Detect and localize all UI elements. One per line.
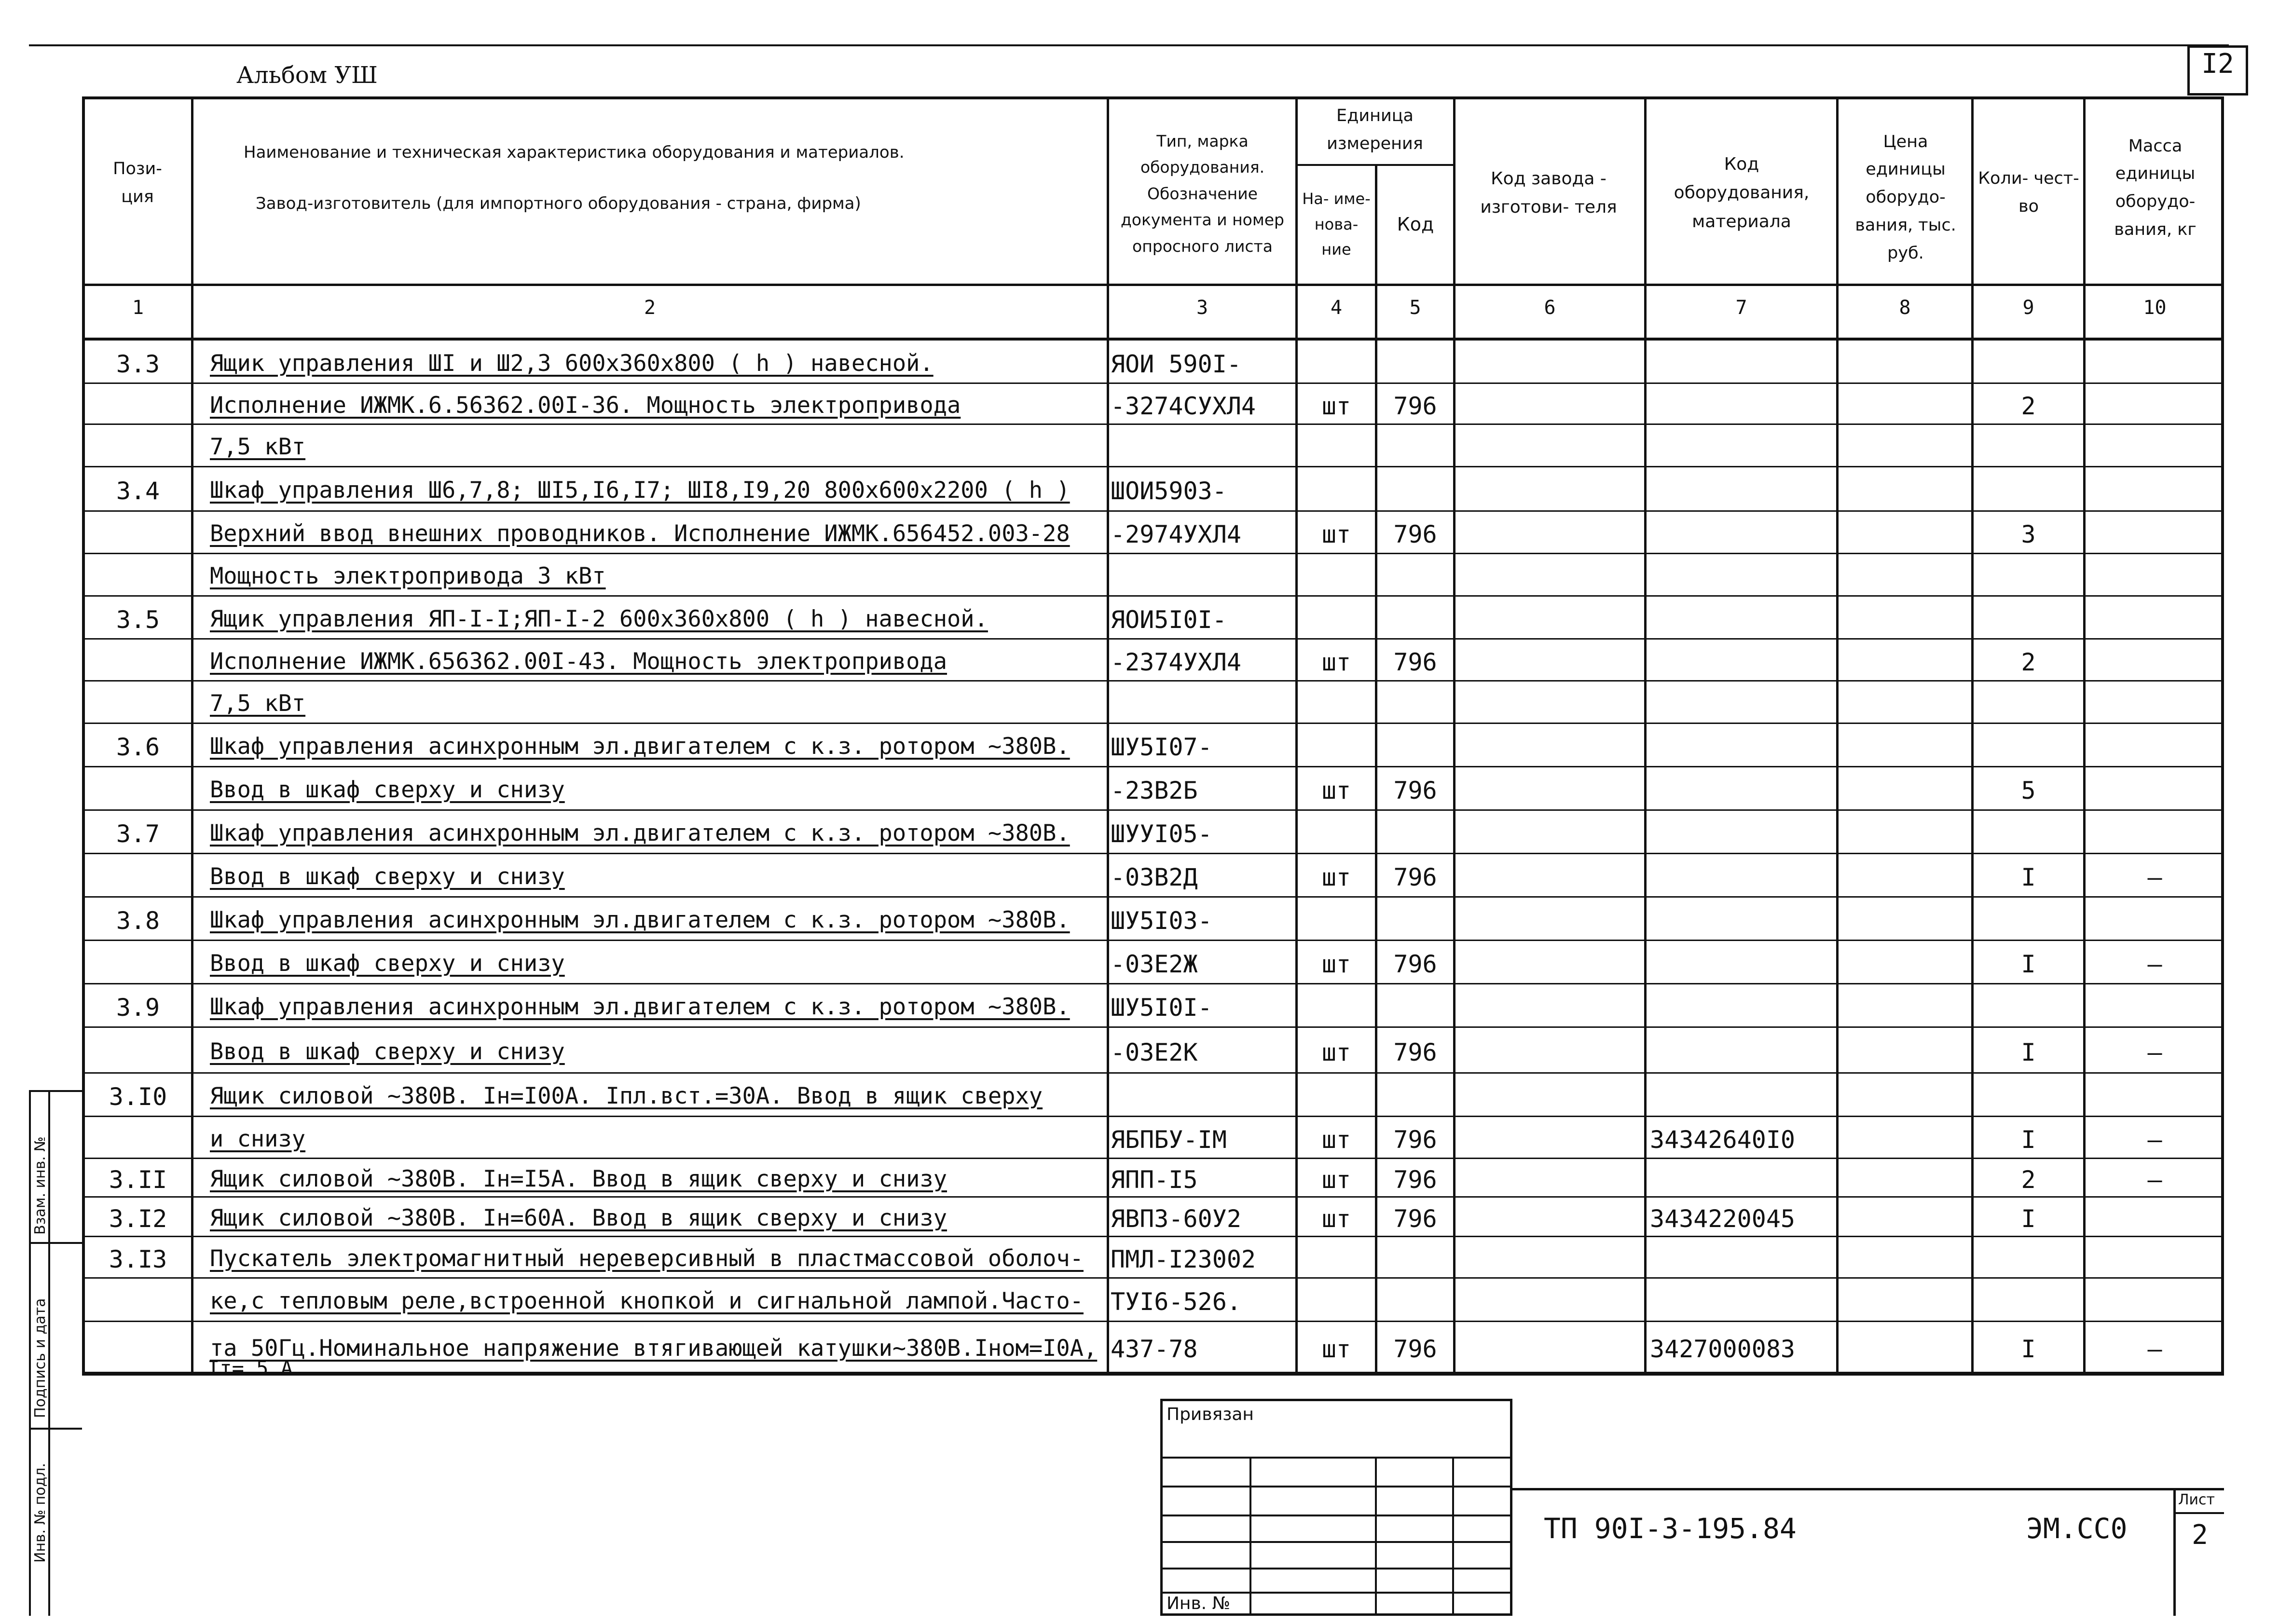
row-divider — [82, 1158, 2224, 1159]
row-name: Исполнение ИЖМК.656362.00I-43. Мощность электропривода — [210, 648, 947, 675]
stamp-mark: ЭМ.СС0 — [2026, 1512, 2128, 1545]
row-name: Ввод в шкаф сверху и снизу — [210, 950, 565, 977]
row-unit: шт — [1321, 777, 1351, 805]
header-plant-code: Код завода - изготови- теля — [1480, 168, 1617, 217]
row-code: 796 — [1393, 1125, 1437, 1154]
row-type: ШОИ5903- — [1111, 477, 1227, 505]
row-qty: 3 — [2021, 520, 2036, 548]
row-name: Шкаф управления асинхронным эл.двигателем с к.з. ротором ~380В. — [210, 907, 1070, 933]
row-code: 796 — [1393, 777, 1437, 805]
header-pos: Пози- ция — [113, 159, 162, 206]
row-name: Ящик силовой ~380В. Iн=I5А. Ввод в ящик сверху и снизу — [210, 1166, 947, 1192]
row-equip-code: 3434220045 — [1650, 1205, 1796, 1233]
row-name: Пускатель электромагнитный нереверсивный в пластмассовой оболоч- — [210, 1245, 1084, 1272]
stamp-privyazan-box — [1160, 1399, 1512, 1616]
row-divider — [82, 853, 2224, 854]
row-code: 796 — [1393, 1166, 1437, 1194]
row-pos: 3.I2 — [109, 1205, 167, 1233]
row-divider — [82, 595, 2224, 597]
row-type: -3274СУХЛ4 — [1111, 392, 1256, 420]
row-pos: 3.5 — [116, 605, 160, 634]
row-unit: шт — [1321, 520, 1351, 548]
row-divider — [82, 1026, 2224, 1028]
row-divider — [82, 680, 2224, 682]
row-name: Ящик управления ШI и Ш2,3 600х360х800 ( h ) навесной. — [210, 350, 934, 377]
row-unit: шт — [1321, 1166, 1351, 1194]
row-code: 796 — [1393, 863, 1437, 891]
row-type: ЯОИ5I0I- — [1111, 605, 1227, 634]
colnum-4: 4 — [1330, 297, 1343, 319]
colnum-7: 7 — [1735, 297, 1747, 319]
row-qty: 5 — [2021, 777, 2036, 805]
row-unit: шт — [1321, 648, 1351, 676]
row-type: ЯОИ 590I- — [1111, 350, 1241, 378]
colnum-6: 6 — [1544, 297, 1556, 319]
row-name: та 50Гц.Номинальное напряжение втягивающей катушки~380В.Iном=I0А, — [210, 1335, 1098, 1362]
header-type: Тип, марка оборудования. Обозначение документа и номер опросного листа — [1120, 131, 1285, 256]
row-divider — [82, 1072, 2224, 1074]
row-name: Ящик управления ЯП-I-I;ЯП-I-2 600х360х800 ( h ) навесной. — [210, 605, 988, 632]
row-divider — [82, 896, 2224, 898]
row-divider — [82, 1277, 2224, 1279]
stamp-inv-no: Инв. № — [1167, 1594, 1231, 1613]
row-qty: I — [2021, 1038, 2036, 1066]
row-unit: шт — [1321, 1335, 1351, 1363]
row-code: 796 — [1393, 950, 1437, 978]
row-divider — [82, 638, 2224, 640]
stamp-doc-code: ТП 90I-3-195.84 — [1544, 1512, 1797, 1545]
row-name: Шкаф управления асинхронным эл.двигателем с к.з. ротором ~380В. — [210, 994, 1070, 1020]
row-pos: 3.I0 — [109, 1083, 167, 1111]
row-divider — [82, 510, 2224, 512]
row-divider — [82, 766, 2224, 767]
header-name-line2: Завод-изготовитель (для импортного оборудования - страна, фирма) — [256, 194, 861, 213]
header-unit-name: На- име- нова- ние — [1302, 189, 1371, 259]
colnum-8: 8 — [1899, 297, 1911, 319]
row-type: -2974УХЛ4 — [1111, 520, 1241, 548]
row-divider — [82, 553, 2224, 554]
row-mass: – — [2147, 1038, 2162, 1066]
row-qty: I — [2021, 1205, 2036, 1233]
row-name: Ящик силовой ~380В. Iн=60А. Ввод в ящик сверху и снизу — [210, 1205, 947, 1231]
row-name: 7,5 кВт — [210, 690, 306, 717]
stamp-privyazan: Привязан — [1167, 1405, 1254, 1424]
row-name: и снизу — [210, 1125, 306, 1152]
row-type: ЯБПБУ-IМ — [1111, 1125, 1227, 1154]
row-name: Мощность электропривода 3 кВт — [210, 563, 606, 589]
row-pos: 3.II — [109, 1166, 167, 1194]
header-unit-code: Код — [1397, 213, 1434, 235]
row-unit: шт — [1321, 950, 1351, 978]
row-mass: – — [2147, 950, 2162, 978]
stamp-sheet-label: Лист — [2178, 1491, 2215, 1508]
header-mass: Масса единицы оборудо- вания, кг — [2114, 136, 2197, 239]
row-unit: шт — [1321, 863, 1351, 891]
row-divider — [82, 1236, 2224, 1237]
row-mass: – — [2147, 863, 2162, 891]
row-qty: I — [2021, 863, 2036, 891]
colnum-10: 10 — [2143, 297, 2167, 319]
row-pos: 3.9 — [116, 994, 160, 1022]
row-divider — [82, 1372, 2224, 1373]
row-code: 796 — [1393, 1038, 1437, 1066]
row-divider — [82, 983, 2224, 984]
album-title: Альбом УШ — [236, 62, 378, 89]
row-qty: 2 — [2021, 1166, 2036, 1194]
row-qty: I — [2021, 950, 2036, 978]
row-divider — [82, 809, 2224, 811]
row-type: -03В2Д — [1111, 863, 1198, 891]
row-type: ШУУI05- — [1111, 820, 1212, 848]
top-rule — [29, 44, 2229, 46]
row-divider — [82, 940, 2224, 941]
row-unit: шт — [1321, 1125, 1351, 1154]
row-name: Верхний ввод внешних проводников. Исполнение ИЖМК.656452.003-28 — [210, 520, 1070, 547]
colnum-9: 9 — [2022, 297, 2034, 319]
header-price: Цена единицы оборудо- вания, тыс. руб. — [1855, 132, 1956, 263]
row-divider — [82, 466, 2224, 467]
stamp-sheet-no: 2 — [2192, 1519, 2208, 1551]
row-name: Ввод в шкаф сверху и снизу — [210, 777, 565, 803]
row-equip-code: 34342640I0 — [1650, 1125, 1796, 1154]
row-code: 796 — [1393, 392, 1437, 420]
header-equip-code: Код оборудования, материала — [1674, 154, 1810, 232]
colnum-3: 3 — [1196, 297, 1208, 319]
row-divider — [82, 423, 2224, 425]
side-label-vzam: Взам. инв. № — [32, 1136, 49, 1235]
row-type: ЯПП-I5 — [1111, 1166, 1198, 1194]
side-label-inv-podl: Инв. № подл. — [32, 1463, 49, 1563]
row-type: ШУ5I0I- — [1111, 994, 1212, 1022]
row-type: -03Е2Ж — [1111, 950, 1198, 978]
row-divider — [82, 723, 2224, 724]
sheet-corner-number: I2 — [2201, 48, 2234, 80]
row-pos: 3.7 — [116, 820, 160, 848]
row-type: -23В2Б — [1111, 777, 1198, 805]
row-qty: 2 — [2021, 392, 2036, 420]
row-type: 437-78 — [1111, 1335, 1198, 1363]
row-type: -03Е2К — [1111, 1038, 1198, 1066]
row-divider — [82, 382, 2224, 384]
row-name: Шкаф управления асинхронным эл.двигателем с к.з. ротором ~380В. — [210, 820, 1070, 846]
row-type: ШУ5I03- — [1111, 907, 1212, 935]
row-pos: 3.3 — [116, 350, 160, 378]
row-name: Ящик силовой ~380В. Iн=I00А. Iпл.вст.=30А. Ввод в ящик сверху — [210, 1083, 1043, 1109]
colnum-1: 1 — [132, 297, 144, 319]
row-name: Шкаф управления Ш6,7,8; ШI5,I6,I7; ШI8,I9,20 800х600х2200 ( h ) — [210, 477, 1070, 504]
row-equip-code: 3427000083 — [1650, 1335, 1796, 1363]
row-unit: шт — [1321, 392, 1351, 420]
row-divider — [82, 1196, 2224, 1198]
header-unit-group: Единица измерения — [1327, 106, 1423, 153]
row-type: -2374УХЛ4 — [1111, 648, 1241, 676]
row-qty: I — [2021, 1335, 2036, 1363]
row-code: 796 — [1393, 1335, 1437, 1363]
row-pos: 3.6 — [116, 733, 160, 761]
row-qty: I — [2021, 1125, 2036, 1154]
side-label-podpis: Подпись и дата — [32, 1298, 49, 1418]
row-name: Ввод в шкаф сверху и снизу — [210, 1038, 565, 1065]
colnum-2: 2 — [644, 297, 656, 319]
row-mass: – — [2147, 1335, 2162, 1363]
row-code: 796 — [1393, 1205, 1437, 1233]
row-mass: – — [2147, 1166, 2162, 1194]
colnum-5: 5 — [1409, 297, 1421, 319]
row-divider — [82, 1321, 2224, 1322]
row-qty: 2 — [2021, 648, 2036, 676]
row-name: Шкаф управления асинхронным эл.двигателем с к.з. ротором ~380В. — [210, 733, 1070, 760]
row-unit: шт — [1321, 1038, 1351, 1066]
header-qty: Коли- чест- во — [1978, 169, 2079, 216]
row-name: Ввод в шкаф сверху и снизу — [210, 863, 565, 890]
row-type: ШУ5I07- — [1111, 733, 1212, 761]
row-type: ТУI6-526. — [1111, 1288, 1241, 1316]
row-mass: – — [2147, 1125, 2162, 1154]
row-divider — [82, 1116, 2224, 1117]
row-pos: 3.4 — [116, 477, 160, 505]
row-code: 796 — [1393, 648, 1437, 676]
row-code: 796 — [1393, 520, 1437, 548]
row-name: ке,с тепловым реле,встроенной кнопкой и сигнальной лампой.Часто- — [210, 1288, 1084, 1314]
row-type: ПМЛ-I23002 — [1111, 1245, 1256, 1273]
row-unit: шт — [1321, 1205, 1351, 1233]
row-pos: 3.I3 — [109, 1245, 167, 1273]
row-type: ЯВПЗ-60У2 — [1111, 1205, 1241, 1233]
overflow-note: Iт= 5 А. — [207, 1356, 305, 1380]
row-name: 7,5 кВт — [210, 434, 306, 460]
row-name: Исполнение ИЖМК.6.56362.00I-36. Мощность электропривода — [210, 392, 961, 419]
row-pos: 3.8 — [116, 907, 160, 935]
header-name-line1: Наименование и техническая характеристика оборудования и материалов. — [244, 143, 905, 162]
